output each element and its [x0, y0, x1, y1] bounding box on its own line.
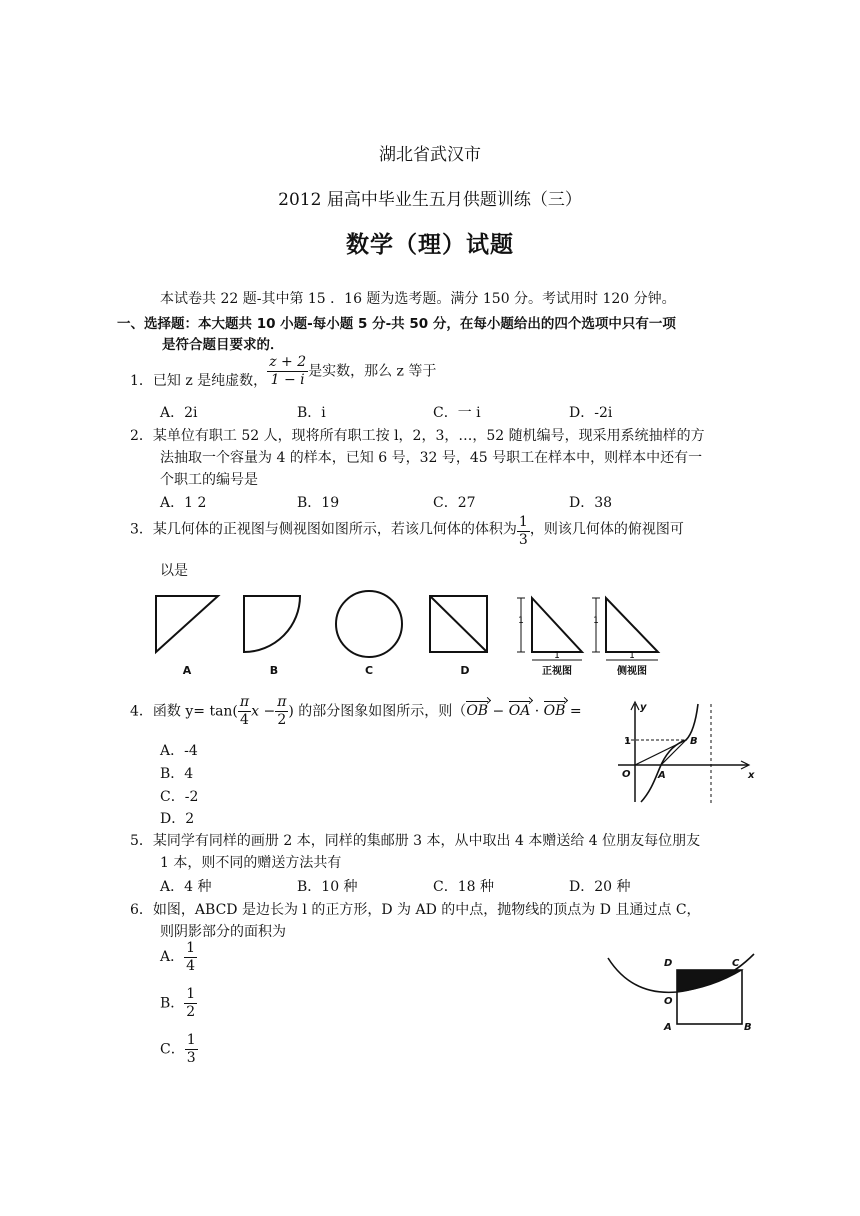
q4-option-d: D．2: [160, 811, 195, 827]
q6-b-numerator: 1: [186, 986, 196, 1002]
q6-option-c-label: C．: [160, 1041, 185, 1058]
q6-option-b: [160, 986, 197, 1021]
graph-o-label: O: [622, 769, 631, 780]
q3-text-post: ，则该几何体的俯视图可: [529, 521, 684, 538]
q4-text-mid: x −: [251, 703, 276, 720]
section-heading: 一、选择题：本大题共 10 小题-每小题 5 分-共 50 分，在每小题给出的四个选项中只有一项: [117, 316, 676, 332]
q6-option-b-label: B．: [160, 995, 185, 1012]
q6-option-c: [160, 1032, 198, 1067]
side-view-label: 侧视图: [617, 666, 647, 677]
q4-fraction-2: [275, 694, 288, 729]
q4-option-b: B．4: [160, 766, 194, 782]
q1-fraction: [267, 354, 308, 389]
q5-option-c: C．18 种: [433, 879, 494, 895]
graph-a-label: A: [658, 770, 666, 781]
q4-tan-graph: [608, 698, 758, 808]
exam-intro: 本试卷共 22 题-其中第 15 ．16 题为选考题。满分 150 分。考试用时 120 分钟。: [160, 291, 676, 307]
q4-f1-numerator: π: [239, 694, 250, 710]
graph-y-label: y: [640, 702, 647, 713]
fig-d-label: D: [664, 958, 673, 969]
tan-curve: [641, 704, 698, 802]
segment-ab: [661, 740, 686, 765]
graph-one-label: 1: [624, 736, 631, 747]
fig-b-label: B: [744, 1022, 752, 1033]
q6-c-denominator: 3: [186, 1049, 196, 1066]
question-6-line1: 6．如图，ABCD 是边长为 l 的正方形，D 为 AD 的中点，抛物线的顶点为 D 且通过点 C，: [130, 902, 701, 918]
fig-a-label: A: [664, 1022, 672, 1033]
figure-a-triangle: [156, 596, 218, 652]
q4-f2-numerator: π: [277, 694, 287, 710]
question-3-line2: 以是: [160, 563, 188, 579]
figure-a-label: A: [182, 664, 192, 677]
q3-text-pre: 3．某几何体的正视图与侧视图如图所示，若该几何体的体积为: [130, 521, 517, 538]
front-view-label: 正视图: [542, 666, 572, 677]
q3-denominator: 3: [518, 531, 528, 548]
q1-denominator: 1 − i: [270, 371, 305, 388]
q6-a-denominator: 4: [186, 957, 196, 974]
front-dim-height-label: 1: [518, 616, 524, 626]
q6-a-numerator: 1: [186, 940, 196, 956]
side-dim-height-label: 1: [593, 616, 599, 626]
q4-option-c: C．-2: [160, 789, 199, 805]
q4-dot: ·: [530, 703, 544, 720]
q4-text-post: ) 的部分图象如图所示，则（: [288, 703, 467, 720]
figure-b-label: B: [269, 664, 279, 677]
q6-option-a-fraction: [184, 940, 197, 975]
doc-region: 湖北省武汉市: [379, 145, 481, 165]
question-6-line2: 则阴影部分的面积为: [160, 924, 286, 940]
shaded-region: [677, 970, 742, 992]
question-5-line1: 5．某同学有同样的画册 2 本，同样的集邮册 3 本，从中取出 4 本赠送给 4 位朋友每位朋友: [130, 833, 701, 849]
q4-end: =: [565, 703, 582, 720]
q1-option-d: D．-2i: [569, 405, 613, 421]
vector-ob-1: OB: [466, 703, 489, 720]
q3-figures: [150, 590, 670, 680]
q1-text-post: 是实数，那么 z 等于: [308, 363, 437, 380]
graph-b-label: B: [690, 736, 698, 747]
q1-option-b: B．i: [297, 405, 326, 421]
q4-f1-denominator: 4: [240, 711, 249, 728]
q6-option-a-label: A．: [160, 949, 185, 966]
q2-option-d: D．38: [569, 495, 613, 511]
figure-d-diagonal: [430, 596, 487, 652]
question-2-line1: 2．某单位有职工 52 人，现将所有职工按 l，2，3，…，52 随机编号，现采用系统抽样的方: [130, 428, 705, 444]
figure-b-quarter-circle: [244, 596, 300, 652]
doc-title: 数学（理）试题: [346, 232, 514, 258]
front-view-triangle: [532, 598, 582, 652]
q1-numerator: z + 2: [269, 354, 307, 370]
q6-option-a: [160, 940, 197, 975]
q5-option-d: D．20 种: [569, 879, 631, 895]
q6-option-b-fraction: [184, 986, 197, 1021]
q4-minus: −: [488, 703, 509, 720]
front-dim-width-label: 1: [554, 651, 560, 661]
q2-option-a: A．1 2: [160, 495, 207, 511]
q4-text-pre: 4．函数 y= tan(: [130, 703, 238, 720]
figure-d-label: D: [460, 664, 470, 677]
graph-x-label: x: [748, 770, 755, 781]
side-view-triangle: [606, 598, 658, 652]
question-1: [130, 354, 436, 389]
figure-c-label: C: [364, 664, 374, 677]
fig-c-label: C: [732, 958, 740, 969]
question-4: [130, 694, 582, 729]
q5-option-a: A．4 种: [160, 879, 212, 895]
vector-oa: OA: [508, 703, 531, 720]
q2-option-c: C．27: [433, 495, 476, 511]
q6-parabola-figure: [604, 950, 764, 1036]
q3-numerator: 1: [518, 514, 528, 530]
q5-option-b: B．10 种: [297, 879, 358, 895]
section-heading-cont: 是符合题目要求的．: [162, 337, 284, 353]
fig-o-label: O: [664, 996, 673, 1007]
question-2-line3: 个职工的编号是: [160, 472, 258, 488]
q2-option-b: B．19: [297, 495, 340, 511]
side-dim-width-label: 1: [629, 651, 635, 661]
figure-c-circle: [336, 591, 402, 657]
doc-subtitle: 2012 届高中毕业生五月供题训练（三）: [278, 190, 582, 210]
q1-option-c: C．一 i: [433, 405, 481, 421]
segment-ob: [635, 740, 686, 765]
q4-fraction-1: [238, 694, 251, 729]
q6-c-numerator: 1: [186, 1032, 196, 1048]
q6-b-denominator: 2: [186, 1003, 196, 1020]
q1-option-a: A．2i: [160, 405, 198, 421]
q1-text-pre: 1．已知 z 是纯虚数，: [130, 373, 268, 390]
q3-fraction: [517, 514, 530, 549]
question-2-line2: 法抽取一个容量为 4 的样本，已知 6 号，32 号，45 号职工在样本中，则样本中还有一: [160, 450, 703, 466]
vector-ob-2: OB: [543, 703, 566, 720]
q6-option-c-fraction: [185, 1032, 198, 1067]
question-5-line2: 1 本，则不同的赠送方法共有: [160, 855, 342, 871]
q4-f2-denominator: 2: [277, 711, 287, 728]
q4-option-a: A．-4: [160, 743, 198, 759]
question-3: [130, 512, 684, 547]
